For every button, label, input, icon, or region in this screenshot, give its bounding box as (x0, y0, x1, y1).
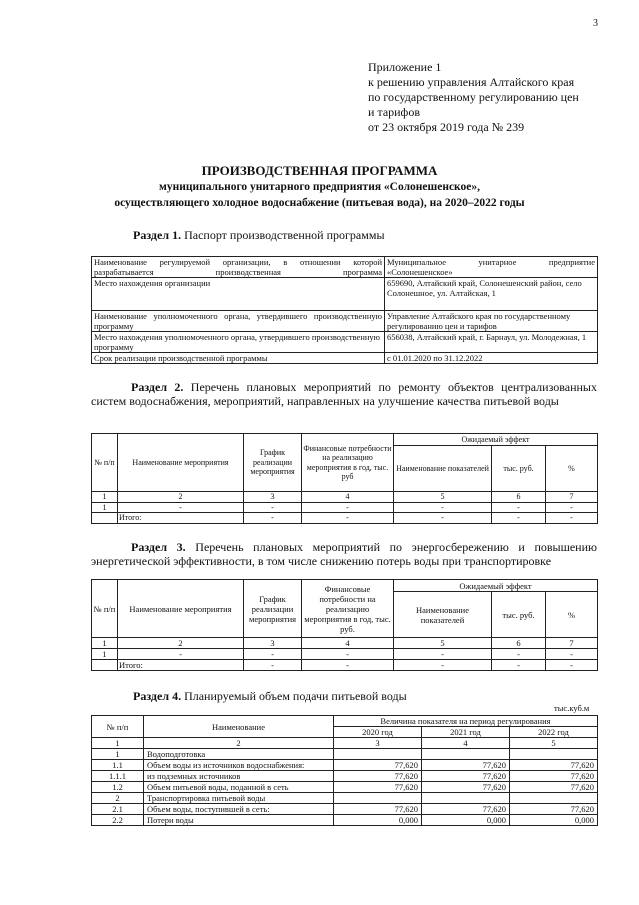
table-cell: 2.2 (92, 815, 144, 826)
section2-label: Раздел 2. (131, 380, 184, 394)
table-cell: 77,620 (422, 760, 510, 771)
table-cell: 77,620 (422, 771, 510, 782)
total-label: Итого: (118, 660, 244, 671)
table-cell: Управление Алтайского края по государственному регулированию цен и тарифов (385, 311, 598, 332)
appendix-block (368, 60, 579, 135)
table-cell: - (394, 649, 492, 660)
total-label: Итого: (118, 513, 244, 524)
table-cell: 77,620 (422, 782, 510, 793)
table-cell: 7 (546, 492, 598, 503)
table-cell: 2 (118, 492, 244, 503)
table-cell: 3 (244, 638, 302, 649)
table-cell: 1 (92, 649, 118, 660)
table-cell: Срок реализации производственной программы (92, 353, 385, 364)
repair-measures-table (91, 433, 598, 524)
table-cell: Наименование уполномоченного органа, утвердившего производственную программу (92, 311, 385, 332)
table-row (92, 782, 598, 793)
table-row (92, 660, 598, 671)
table-cell: 1 (92, 738, 144, 749)
table-cell: 2 (92, 793, 144, 804)
table-cell: 6 (492, 638, 546, 649)
title-line: муниципального унитарного предприятия «Солонешенское», (158, 181, 481, 193)
table-cell: 77,620 (334, 760, 422, 771)
table-cell: Наименование регулируемой организации, в отношении которой разрабатывается производственная программа (92, 257, 385, 278)
table-row (92, 332, 598, 353)
table-cell: 2 (144, 738, 334, 749)
water-supply-volume-table (91, 715, 598, 826)
table-cell: Водоподготовка (144, 749, 334, 760)
table-cell: - (546, 502, 598, 513)
header-indicator: Наименование показателей (394, 592, 492, 638)
table-cell: 3 (334, 738, 422, 749)
table-cell: Муниципальное унитарное предприятие «Солонешенское» (385, 257, 598, 278)
table-row (92, 353, 598, 364)
table-cell (510, 793, 598, 804)
table-cell: 1 (92, 638, 118, 649)
table-row (92, 311, 598, 332)
table-cell: 4 (422, 738, 510, 749)
table-cell: Объем воды, поступившей в сеть: (144, 804, 334, 815)
table-cell: 77,620 (510, 760, 598, 771)
section4-label: Раздел 4. (133, 689, 182, 703)
table-cell: Место нахождения уполномоченного органа, утвердившего производственную программу (92, 332, 385, 353)
table-cell: - (244, 502, 302, 513)
table-row (92, 771, 598, 782)
table-cell: - (302, 513, 394, 524)
table-cell: 659690, Алтайский край, Солонешенский район, село Солонешное, ул. Алтайская, 1 (385, 278, 598, 311)
table-row (92, 804, 598, 815)
appendix-line: и тарифов (368, 105, 421, 119)
table-header-row (92, 434, 598, 446)
title-line: ПРОИЗВОДСТВЕННАЯ ПРОГРАММА (201, 163, 438, 178)
table-cell: - (492, 649, 546, 660)
table-cell: 1.1.1 (92, 771, 144, 782)
header-num: № п/п (92, 580, 118, 638)
table-cell: 1 (92, 749, 144, 760)
table-cell: 2 (118, 638, 244, 649)
header-pct: % (546, 446, 598, 492)
header-effect: Ожидаемый эффект (394, 580, 598, 592)
title-line: осуществляющего холодное водоснабжение (питьевая вода), на 2020–2022 годы (114, 197, 525, 209)
table-cell: - (492, 502, 546, 513)
table-cell: - (546, 513, 598, 524)
table-header-row (92, 580, 598, 592)
table-cell: 4 (302, 492, 394, 503)
table-cell: 0,000 (510, 815, 598, 826)
table-row (92, 502, 598, 513)
table-row (92, 257, 598, 278)
table-cell (92, 660, 118, 671)
table-row (92, 738, 598, 749)
section3-text: Перечень плановых мероприятий по энергосбережению и повышению энергетической эффективности, в том числе снижению потерь воды при транспортировке (91, 540, 597, 568)
table-cell: 656038, Алтайский край, г. Барнаул, ул. Молодежная, 1 (385, 332, 598, 353)
table-cell: 7 (546, 638, 598, 649)
table-row (92, 278, 598, 311)
appendix-line: к решению управления Алтайского края (368, 75, 575, 89)
section1-heading (133, 228, 385, 242)
header-name: Наименование (144, 716, 334, 738)
header-thousand: тыс. руб. (492, 446, 546, 492)
table-cell: Потери воды (144, 815, 334, 826)
table-cell: 2.1 (92, 804, 144, 815)
table-cell: - (394, 513, 492, 524)
header-thousand: тыс. руб. (492, 592, 546, 638)
table-cell: Объем воды из источников водоснабжения: (144, 760, 334, 771)
section2-text: Перечень плановых мероприятий по ремонту объектов централизованных систем водоснабжения, мероприятий, направленных на улучшение качества питьевой воды (91, 380, 597, 408)
units-label: тыс.куб.м (554, 703, 590, 713)
table-cell (92, 513, 118, 524)
section4-text: Планируемый объем подачи питьевой воды (181, 689, 407, 703)
table-cell (334, 749, 422, 760)
table-cell: 77,620 (510, 804, 598, 815)
table-cell: - (546, 660, 598, 671)
table-cell: 0,000 (334, 815, 422, 826)
section3-label: Раздел 3. (131, 540, 186, 554)
table-cell: 5 (394, 638, 492, 649)
table-cell: 77,620 (334, 804, 422, 815)
header-name: Наименование мероприятия (118, 434, 244, 492)
table-cell: 5 (394, 492, 492, 503)
table-cell: 1.2 (92, 782, 144, 793)
section1-label: Раздел 1. (133, 228, 182, 242)
header-num: № п/п (92, 716, 144, 738)
table-cell: - (492, 513, 546, 524)
table-cell (510, 749, 598, 760)
table-row (92, 649, 598, 660)
table-cell: 3 (244, 492, 302, 503)
header-schedule: График реализации мероприятия (244, 580, 302, 638)
table-cell: - (244, 513, 302, 524)
table-cell: 0,000 (422, 815, 510, 826)
header-year-2020: 2020 год (334, 727, 422, 738)
page-number: 3 (593, 18, 598, 29)
table-cell: - (394, 660, 492, 671)
table-cell: 77,620 (510, 771, 598, 782)
appendix-line: Приложение 1 (368, 60, 442, 74)
table-cell: 6 (492, 492, 546, 503)
table-cell: - (546, 649, 598, 660)
header-finance: Финансовые потребности на реализацию мероприятия в год, тыс. руб (302, 434, 394, 492)
table-cell: 1 (92, 492, 118, 503)
header-schedule: График реализации мероприятия (244, 434, 302, 492)
header-period: Величина показателя на период регулирования (334, 716, 598, 727)
table-row (92, 638, 598, 649)
table-cell: 77,620 (334, 782, 422, 793)
table-cell: - (244, 649, 302, 660)
table-cell: - (302, 649, 394, 660)
table-cell: 77,620 (510, 782, 598, 793)
header-finance: Финансовые потребности на реализацию мероприятия в год, тыс. руб. (302, 580, 394, 638)
section3-heading (91, 540, 597, 568)
table-cell: Место нахождения организации (92, 278, 385, 311)
table-cell: - (244, 660, 302, 671)
header-year-2022: 2022 год (510, 727, 598, 738)
table-header-row (92, 716, 598, 727)
header-name: Наименование мероприятия (118, 580, 244, 638)
appendix-line: от 23 октября 2019 года № 239 (368, 120, 525, 134)
table-cell: Транспортировка питьевой воды (144, 793, 334, 804)
header-effect: Ожидаемый эффект (394, 434, 598, 446)
header-pct: % (546, 592, 598, 638)
table-row (92, 513, 598, 524)
section2-heading (91, 380, 597, 408)
passport-table (91, 256, 598, 364)
table-cell: из подземных источников (144, 771, 334, 782)
document-title (0, 163, 639, 211)
table-cell (422, 793, 510, 804)
table-cell: - (302, 502, 394, 513)
header-num: № п/п (92, 434, 118, 492)
section1-text: Паспорт производственной программы (181, 228, 385, 242)
table-cell: 1.1 (92, 760, 144, 771)
table-cell (422, 749, 510, 760)
table-cell: 1 (92, 502, 118, 513)
header-indicator: Наименование показателей (394, 446, 492, 492)
table-cell: 5 (510, 738, 598, 749)
table-cell: 77,620 (334, 771, 422, 782)
table-cell: - (302, 660, 394, 671)
table-row (92, 492, 598, 503)
energy-measures-table (91, 579, 598, 671)
table-row (92, 815, 598, 826)
table-cell: Объем питьевой воды, поданной в сеть (144, 782, 334, 793)
table-row (92, 749, 598, 760)
table-row (92, 760, 598, 771)
table-cell (334, 793, 422, 804)
table-cell: 77,620 (422, 804, 510, 815)
table-cell: - (118, 649, 244, 660)
header-year-2021: 2021 год (422, 727, 510, 738)
appendix-line: по государственному регулированию цен (368, 90, 579, 104)
table-cell: с 01.01.2020 по 31.12.2022 (385, 353, 598, 364)
table-cell: - (492, 660, 546, 671)
table-cell: - (118, 502, 244, 513)
table-row (92, 793, 598, 804)
table-cell: - (394, 502, 492, 513)
table-cell: 4 (302, 638, 394, 649)
section4-heading (133, 689, 407, 703)
